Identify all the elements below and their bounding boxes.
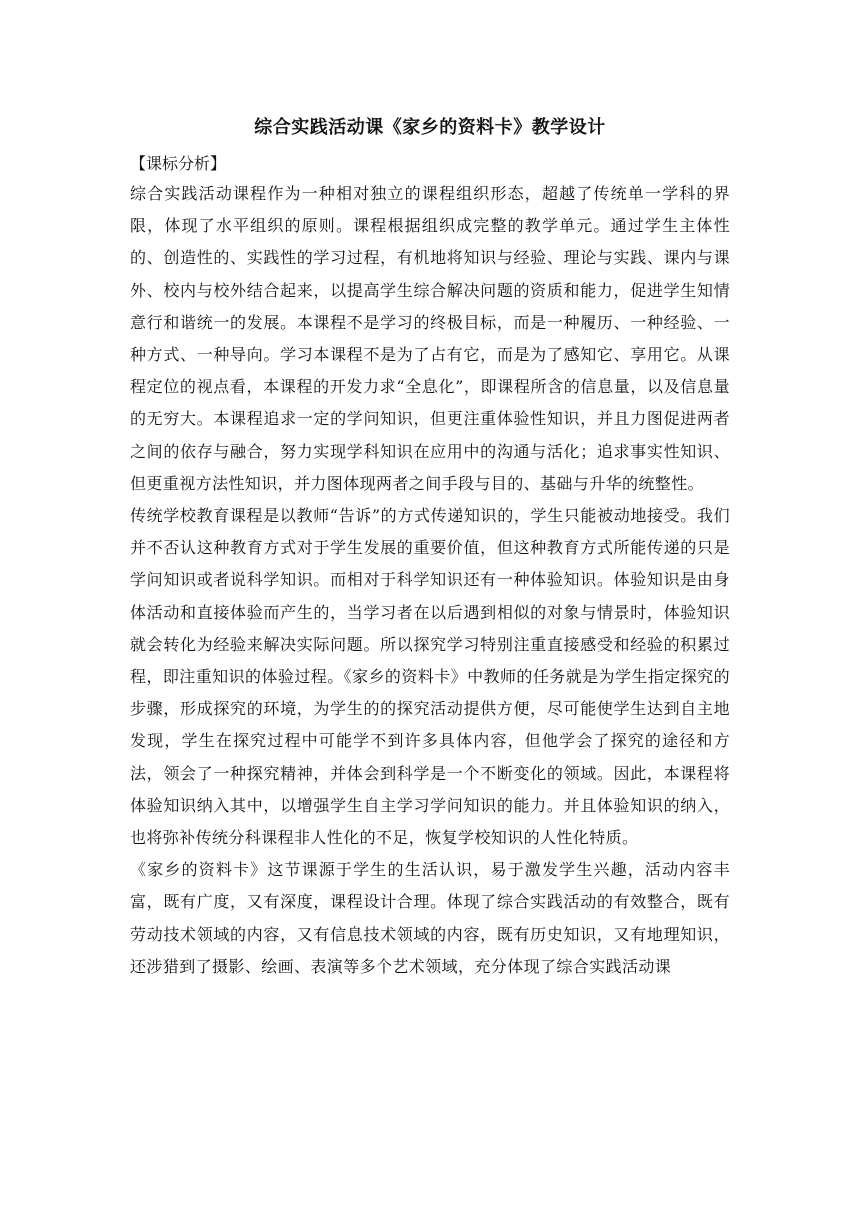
section-heading: 【课标分析】 — [130, 154, 227, 173]
document-page — [130, 112, 730, 983]
paragraph-2: 传统学校教育课程是以教师“告诉”的方式传递知识的，学生只能被动地接受。我们并不否认这种教育方式对于学生发展的重要价值，但这种教育方式所能传递的只是学问知识或者说科学知识。而相对于科学知识还有一种体验知识。体验知识是由身体活动和直接体验而产生的，当学习者在以后遇到相似的对象与情景时，体验知识就会转化为经验来解决实际问题。所以探究学习特别注重直接感受和经验的积累过程，即注重知识的体验过程。《家乡的资料卡》中教师的任务就是为学生指定探究的步骤，形成探究的环境，为学生的的探究活动提供方便，尽可能使学生达到自主地发现，学生在探究过程中可能学不到许多具体内容，但他学会了探究的途径和方法，领会了一种探究精神，并体会到科学是一个不断变化的领域。因此，本课程将体验知识纳入其中，以增强学生自主学习学问知识的能力。并且体验知识的纳入，也将弥补传统分科课程非人性化的不足，恢复学校知识的人性化特质。 — [130, 506, 730, 848]
document-title: 综合实践活动课《家乡的资料卡》教学设计 — [254, 117, 606, 138]
paragraph-3: 《家乡的资料卡》这节课源于学生的生活认识，易于激发学生兴趣，活动内容丰富，既有广度，又有深度，课程设计合理。体现了综合实践活动的有效整合，既有劳动技术领域的内容，又有信息技术领域的内容，既有历史知识，又有地理知识，还涉猎到了摄影、绘画、表演等多个艺术领域，充分体现了综合实践活动课 — [130, 860, 730, 976]
paragraph-1: 综合实践活动课程作为一种相对独立的课程组织形态，超越了传统单一学科的界限，体现了水平组织的原则。课程根据组织成完整的教学单元。通过学生主体性的、创造性的、实践性的学习过程，有机地将知识与经验、理论与实践、课内与课外、校内与校外结合起来，以提高学生综合解决问题的资质和能力，促进学生知情意行和谐统一的发展。本课程不是学习的终极目标，而是一种履历、一种经验、一种方式、一种导向。学习本课程不是为了占有它，而是为了感知它、享用它。从课程定位的视点看，本课程的开发力求“全息化”，即课程所含的信息量，以及信息量的无穷大。本课程追求一定的学问知识，但更注重体验性知识，并且力图促进两者之间的依存与融合，努力实现学科知识在应用中的沟通与活化；追求事实性知识、但更重视方法性知识，并力图体现两者之间手段与目的、基础与升华的统整性。 — [130, 184, 730, 493]
